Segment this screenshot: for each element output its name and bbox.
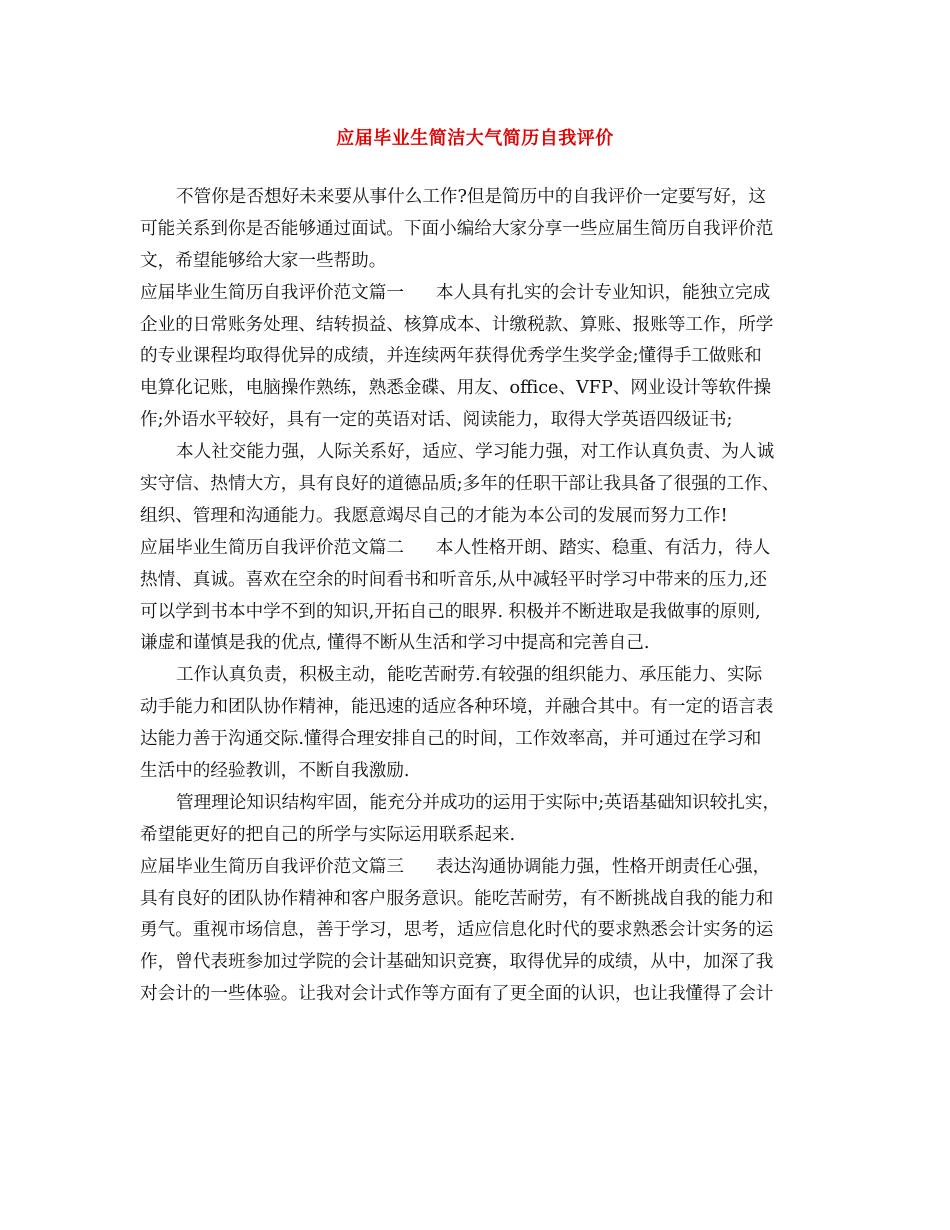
- line-text: 文，希望能够给大家一些帮助。: [140, 250, 387, 271]
- line-text: 表达沟通协调能力强，性格开朗责任心强，: [435, 856, 771, 877]
- body-text-line: [140, 310, 830, 342]
- body-text-line: [140, 884, 830, 916]
- body-text-line: [140, 947, 830, 979]
- body-text-line: [140, 501, 830, 533]
- line-text: 勇气。重视市场信息，善于学习，思考，适应信息化时代的要求熟悉会计实务的运: [140, 920, 774, 941]
- line-text: 生活中的经验教训，不断自我激励.: [140, 761, 410, 782]
- line-text: 希望能更好的把自己的所学与实际运用联系起来.: [140, 824, 516, 845]
- document-title: 应届毕业生简洁大气简历自我评价: [336, 128, 614, 149]
- body-text-line: [140, 373, 830, 405]
- line-text: 本人社交能力强，人际关系好，适应、学习能力强，对工作认真负责、为人诚: [176, 442, 775, 463]
- line-text: 组织、管理和沟通能力。我愿意竭尽自己的才能为本公司的发展而努力工作!: [140, 505, 728, 526]
- line-text: 企业的日常账务处理、结转损益、核算成本、计缴税款、算账、报账等工作，所学: [140, 314, 774, 335]
- line-text: 不管你是否想好未来要从事什么工作?但是简历中的自我评价一定要写好，这: [176, 187, 767, 207]
- line-text: 实守信、热情大方，具有良好的道德品质;多年的任职干部让我具备了很强的工作、: [140, 474, 780, 495]
- line-text: 本人具有扎实的会计专业知识，能独立完成: [435, 282, 771, 303]
- body-text-line: [140, 692, 830, 724]
- body-text-line: [140, 469, 830, 501]
- body-text-line: [140, 788, 830, 820]
- body-text-line: [140, 597, 830, 629]
- line-text: 作，曾代表班参加过学院的会计基础知识竞赛，取得优异的成绩，从中，加深了我: [140, 952, 774, 973]
- body-text-line: [140, 246, 830, 278]
- line-text: 对会计的一些体验。让我对会计式作等方面有了更全面的认识，也让我懂得了会计: [140, 984, 774, 1005]
- body-text-line: [140, 405, 830, 437]
- line-text: 工作认真负责，积极主动，能吃苦耐劳.有较强的组织能力、承压能力、实际: [176, 665, 763, 686]
- body-text-line: [140, 341, 830, 373]
- line-text: 具有良好的团队协作精神和客户服务意识。能吃苦耐劳，有不断挑战自我的能力和: [140, 888, 774, 909]
- body-text-line: [140, 182, 830, 214]
- line-text: 热情、真诚。喜欢在空余的时间看书和听音乐,从中减轻平时学习中带来的压力,还: [140, 569, 767, 590]
- body-text-line: [140, 214, 830, 246]
- line-text: 达能力善于沟通交际.懂得合理安排自己的时间，工作效率高，并可通过在学习和: [140, 729, 762, 750]
- line-text: 谦虚和谨慎是我的优点, 懂得不断从生活和学习中提高和完善自己.: [140, 633, 650, 654]
- body-text-line: [140, 437, 830, 469]
- body-text-line: [140, 660, 830, 692]
- body-text-line: [140, 820, 830, 852]
- body-text-line: [140, 979, 830, 1011]
- section-heading-line: [140, 852, 830, 884]
- section-heading: 应届毕业生简历自我评价范文篇一: [140, 282, 404, 303]
- section-heading: 应届毕业生简历自我评价范文篇二: [140, 537, 404, 558]
- body-text-line: [140, 565, 830, 597]
- body-text-line: [140, 756, 830, 788]
- section-heading-line: [140, 278, 830, 310]
- line-text: 动手能力和团队协作精神，能迅速的适应各种环境，并融合其中。有一定的语言表: [140, 697, 774, 718]
- body-text-line: [140, 628, 830, 660]
- line-text: 的专业课程均取得优异的成绩，并连续两年获得优秀学生奖学金;懂得手工做账和: [140, 346, 762, 367]
- line-text: 管理理论知识结构牢固，能充分并成功的运用于实际中;英语基础知识较扎实，: [176, 792, 781, 813]
- section-heading-line: [140, 533, 830, 565]
- document-body: [140, 182, 830, 1011]
- line-text: 可能关系到你是否能够通过面试。下面小编给大家分享一些应届生简历自我评价范: [140, 218, 774, 239]
- line-text: 可以学到书本中学不到的知识,开拓自己的眼界. 积极并不断进取是我做事的原则,: [140, 601, 761, 622]
- section-heading: 应届毕业生简历自我评价范文篇三: [140, 856, 404, 877]
- line-text: 本人性格开朗、踏实、稳重、有活力，待人: [435, 537, 771, 558]
- body-text-line: [140, 915, 830, 947]
- line-text: 作;外语水平较好，具有一定的英语对话、阅读能力，取得大学英语四级证书;: [140, 410, 733, 431]
- line-text: 电算化记账，电脑操作熟练，熟悉金碟、用友、office、VFP、网业设计等软件操: [140, 378, 772, 399]
- body-text-line: [140, 724, 830, 756]
